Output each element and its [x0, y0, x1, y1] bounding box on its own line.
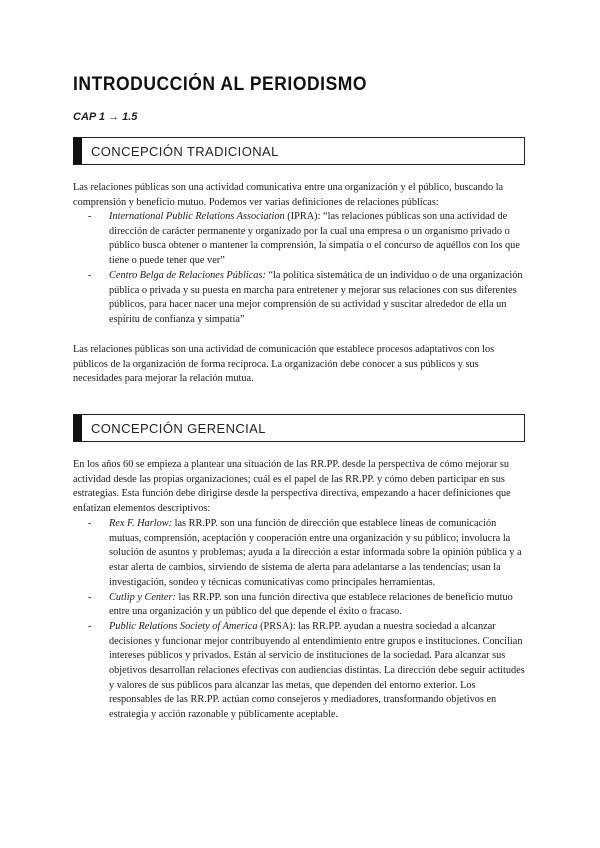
- paragraph-intro-tradicional: Las relaciones públicas son una actividad comunicativa entre una organización y el público, buscando la comprensión y beneficio mutuo. Podemos ver varias definiciones de relaciones públicas:: [73, 182, 504, 208]
- section-heading: CONCEPCIÓN GERENCIAL: [91, 421, 266, 436]
- definition-list-gerencial: [88, 517, 528, 723]
- definition-list-tradicional: [88, 210, 528, 328]
- definition-text: (PRSA): las RR.PP. ayudan a nuestra sociedad a alcanzar decisiones y funcionar mejor contribuyendo al entendimiento entre grupos e instituciones. Concilian intereses públicos y privados. Están al servicio de instituciones de la sociedad. Para alcanzar sus objetivos desarrollan relaciones efectivas con audiencias distintas. La dirección debe seguir actitudes y valores de sus públicos para alcanzar las metas, que dependen del entorno exterior. Los responsables de las RR.PP. actúan como consejeros y mediadores, transformando objetivos en estrategia y acción razonable y públicamente aceptable.: [109, 620, 525, 721]
- section-header-tradicional: [73, 137, 525, 165]
- chapter-reference: CAP 1 → 1.5: [73, 111, 138, 123]
- definition-source: Rex F. Harlow:: [109, 518, 173, 529]
- section-header-gerencial: [73, 414, 525, 442]
- definition-text: las RR.PP. son una función directiva que establece relaciones de beneficio mutuo entre una organización y un público del que depende el éxito o fracaso.: [109, 591, 513, 618]
- definition-source: Public Relations Society of America: [109, 620, 258, 632]
- definition-source: International Public Relations Association: [109, 211, 285, 222]
- list-item: [88, 517, 528, 591]
- paragraph-outro-tradicional: Las relaciones públicas son una actividad de comunicación que establece procesos adaptativos con los públicos de la organización de forma recíproca. La organización debe conocer a sus públicos y sus necesidades para mejorar la relación mutua.: [73, 344, 495, 385]
- definition-text: las RR.PP. son una función de dirección que establece líneas de comunicación mutuas, comprensión, aceptación y cooperación entre una organización y su público; involucra la solución de asuntos y problemas; ayuda a la dirección a estar informada sobre la opinión pública y a estar alerta de cambios, sirviendo de sistema de alerta para adelantarse a las tendencias; usan la investigación, sondeo y técnicas comunicativas como principales herramientas.: [109, 518, 522, 588]
- document-title: INTRODUCCIÓN AL PERIODISMO: [73, 74, 368, 95]
- list-item: [88, 591, 528, 620]
- paragraph-intro-gerencial: En los años 60 se empieza a plantear una situación de las RR.PP. desde la perspectiva de cómo mejorar su actividad desde las propias organizaciones; cuál es el papel de las RR.PP. y cómo deben participar en sus estrategias. Esta función debe dirigirse desde la perspectiva directiva, empezando a hacer definiciones que enfatizan elementos descriptivos:: [73, 459, 511, 515]
- list-item: [88, 620, 528, 723]
- definition-source: Centro Belga de Relaciones Públicas:: [109, 269, 266, 281]
- definition-text: “la política sistemática de un individuo o de una organización pública o privada y su puesta en marcha para entretener y mejorar sus relaciones con sus diferentes públicos, para hacer nacer una mejor comprensión de su actividad y suscitar alrededor de ella un espíritu de confianza y simpatía”: [109, 269, 523, 325]
- definition-text: (IPRA): “las relaciones públicas son una actividad de dirección de carácter permanente y organizado por la cual una empresa o un organismo privado o público busca obtener o mantener la comprensión, la simpatía o el concurso de aquéllos con los que tiene o puede tener que ver”: [109, 211, 520, 267]
- definition-source: Cutlip y Center:: [109, 591, 176, 603]
- section-heading: CONCEPCIÓN TRADICIONAL: [91, 144, 279, 159]
- list-item: [88, 210, 528, 269]
- list-item: [88, 269, 528, 328]
